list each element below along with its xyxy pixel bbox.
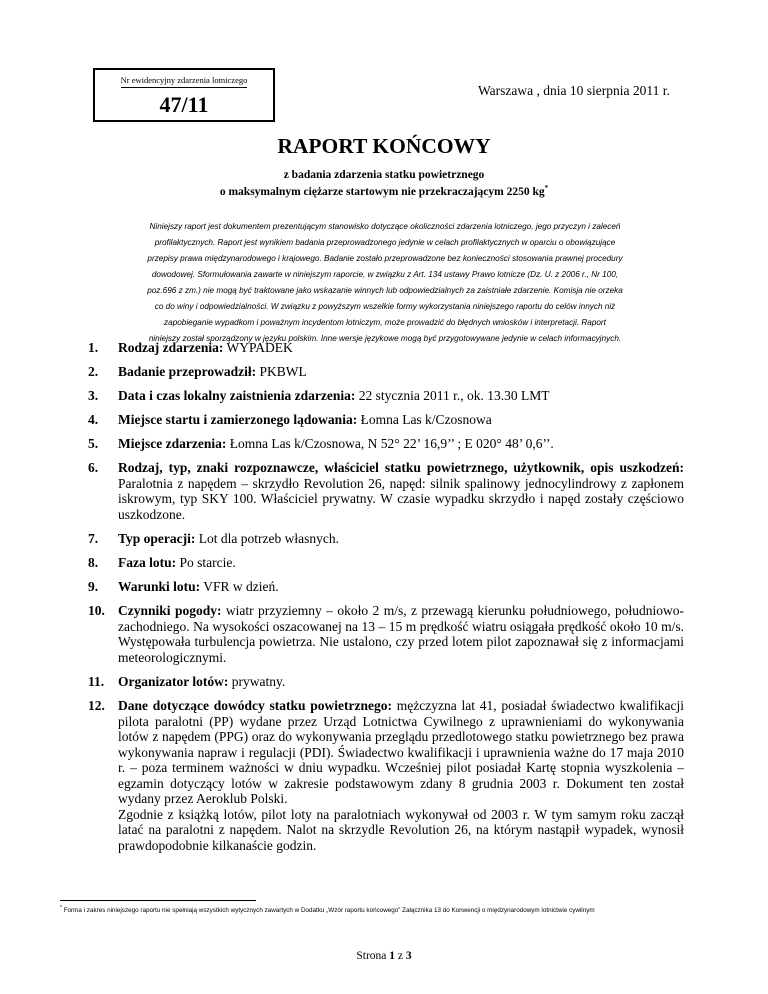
- item-value: wiatr przyziemny – około 2 m/s, z przewagą kierunku południowego, południowo-zachodniego. Na wysokości oszacowanej na 13 – 15 m prędkość wiatru osiągała prędkość około 10 m/s. Występowała turbulencja powietrza. Nie ustalono, czy przed lotem pilot zapoznawał się z informacjami meteorologicznymi.: [118, 603, 684, 665]
- report-items-list: [88, 340, 684, 862]
- report-item: [88, 555, 684, 571]
- page-total: 3: [405, 950, 412, 962]
- report-item: [88, 579, 684, 595]
- item-value: Łomna Las k/Czosnowa: [360, 412, 492, 428]
- item-value-continued: Zgodnie z książką lotów, pilot loty na paralotniach wykonywał od 2003 r. W tym samym roku zaczął latać na paralotni z napędem. Nalot na skrzydle Revolution 26, na którym nastąpił wypadek, wynosił prawdopodobnie kilkanaście godzin.: [118, 806, 684, 853]
- footnote: [60, 905, 740, 914]
- page-word: Strona: [356, 950, 387, 962]
- report-item: [88, 531, 684, 547]
- report-subtitle-line1: z badania zdarzenia statku powietrznego: [283, 169, 485, 181]
- subtitle-line2-text: o maksymalnym ciężarze startowym nie przekraczającym 2250 kg: [219, 185, 545, 198]
- page-of-word: z: [397, 950, 403, 962]
- item-number: 9.: [88, 579, 99, 595]
- item-label: Badanie przeprowadził:: [118, 364, 257, 380]
- item-number: 8.: [88, 555, 99, 571]
- item-label: Faza lotu:: [118, 555, 177, 571]
- report-item: [88, 460, 684, 522]
- report-item: [88, 698, 684, 853]
- item-value: Po starcie.: [179, 555, 236, 571]
- report-item: [88, 603, 684, 665]
- item-value: Lot dla potrzeb własnych.: [198, 531, 339, 547]
- page-current: 1: [389, 950, 396, 962]
- item-number: 11.: [88, 673, 105, 689]
- evidence-number: 47/11: [159, 92, 209, 117]
- disclaimer-line: profilaktycznych. Raport jest wynikiem badania przeprowadzonego jedynie w celach profilaktycznych w oparciu o obowiązujące: [154, 238, 616, 247]
- item-body: [118, 555, 684, 571]
- report-item: [88, 674, 684, 690]
- disclaimer-line: zapobieganie wypadkom i poważnym incydentom lotniczym, może prowadzić do błędnych wniosków i interpretacji. Raport: [164, 318, 606, 327]
- item-body: [118, 388, 684, 404]
- report-item: [88, 412, 684, 428]
- item-body: [118, 531, 684, 547]
- footnote-mark: *: [60, 905, 62, 911]
- item-label: Rodzaj, typ, znaki rozpoznawcze, właściciel statku powietrznego, użytkownik, opis uszkodzeń:: [118, 460, 684, 476]
- disclaimer-line: przepisy prawa międzynarodowego i krajowego. Badanie zostało przeprowadzone bez konieczności stosowania prawnej procedury: [147, 254, 623, 263]
- evidence-label: Nr ewidencyjny zdarzenia lotniczego: [121, 75, 248, 88]
- item-body: [118, 340, 684, 356]
- item-body: [118, 412, 684, 428]
- item-value: Paralotnia z napędem – skrzydło Revolution 26, napęd: silnik spalinowy jednocylindrowy z zapłonem iskrowym, typ SKY 100. Właściciel prywatny. W czasie wypadku skrzydło i napęd zostały częściowo uszkodzone.: [118, 475, 684, 522]
- item-value: 22 stycznia 2011 r., ok. 13.30 LMT: [358, 388, 550, 404]
- item-number: 1.: [88, 340, 99, 355]
- item-value: VFR w dzień.: [203, 579, 279, 595]
- disclaimer-line: Niniejszy raport jest dokumentem prezentującym stanowisko dotyczące okoliczności zdarzenia lotniczego, jego przyczyn i zaleceń: [149, 222, 621, 231]
- item-label: Data i czas lokalny zaistnienia zdarzenia:: [118, 388, 356, 404]
- disclaimer-line: co do winy i odpowiedzialności. W związku z powyższym wszelkie formy wykorzystania niniejszego raportu do celów innych niż: [154, 302, 616, 311]
- disclaimer-line: dowodowej. Sformułowania zawarte w niniejszym raporcie, w związku z Art. 134 ustawy Prawo lotnicze (Dz. U. z 2006 r., Nr 100,: [151, 270, 619, 279]
- item-number: 4.: [88, 412, 99, 428]
- disclaimer-line: poz.696 z zm.) nie mogą być traktowane jako wskazanie winnych lub odpowiedzialnych za zaistniałe zdarzenie. Komisja nie orzeka: [147, 286, 623, 295]
- page-number: [0, 950, 768, 962]
- item-label: Dane dotyczące dowódcy statku powietrznego:: [118, 698, 392, 714]
- item-value: Łomna Las k/Czosnowa, N 52° 22’ 16,9’’ ; E 020° 48’ 0,6’’.: [229, 436, 554, 452]
- report-item: [88, 364, 684, 380]
- report-subtitle-line2: [0, 184, 768, 198]
- item-body: [118, 603, 684, 665]
- item-label: Warunki lotu:: [118, 579, 201, 595]
- item-number: 7.: [88, 531, 99, 547]
- item-number: 3.: [88, 388, 99, 404]
- item-value: WYPADEK: [226, 340, 293, 355]
- item-body: [118, 674, 684, 690]
- item-label: Czynniki pogody:: [118, 603, 222, 619]
- footnote-marker: *: [544, 184, 549, 192]
- item-number: 10.: [88, 603, 105, 619]
- item-body: [118, 579, 684, 595]
- item-label: Miejsce zdarzenia:: [118, 436, 227, 452]
- item-number: 12.: [88, 698, 105, 714]
- item-value: PKBWL: [259, 364, 307, 380]
- footnote-divider: [60, 900, 256, 901]
- item-label: Organizator lotów:: [118, 673, 229, 689]
- item-number: 6.: [88, 460, 99, 476]
- footnote-text: Forma i zakres niniejszego raportu nie spełniają wszystkich wytycznych zawartych w Dodatku „Wzór raportu końcowego” Załącznika 13 do Konwencji o międzynarodowym lotnictwie cywilnym: [63, 907, 595, 915]
- item-label: Rodzaj zdarzenia:: [118, 340, 224, 355]
- item-body: [118, 698, 684, 853]
- item-label: Miejsce startu i zamierzonego lądowania:: [118, 412, 358, 428]
- item-value: mężczyzna lat 41, posiadał świadectwo kwalifikacji pilota paralotni (PP) wydane przez Urząd Lotnictwa Cywilnego z uprawnieniami do wykonywania lotów z napędem (PPG) oraz do wykonywania przeglądu przedlotowego statku powietrznego bez prawa wykonywania napraw i regulacji (PDI). Świadectwo kwalifikacji i uprawnienia ważne do 17 maja 2010 r. – poza terminem ważności w dniu wypadku. Wcześniej pilot posiadał Kartę stopnia wyszkolenia – egzamin dotyczący lotów w zakresie podstawowym zdany 8 grudnia 2003 r. Dokument ten został wydany przez Aeroklub Polski.: [118, 698, 685, 807]
- place-and-date: Warszawa , dnia 10 sierpnia 2011 r.: [478, 83, 670, 98]
- item-number: 2.: [88, 364, 99, 380]
- report-title: RAPORT KOŃCOWY: [277, 134, 491, 158]
- item-label: Typ operacji:: [118, 531, 196, 547]
- item-body: [118, 460, 684, 522]
- report-item: [88, 388, 684, 404]
- item-body: [118, 364, 684, 380]
- report-item: [88, 436, 684, 452]
- evidence-number-box: [93, 68, 275, 122]
- report-item: [88, 340, 684, 356]
- item-number: 5.: [88, 436, 99, 452]
- disclaimer: [128, 219, 642, 347]
- disclaimer-line: niniejszy został sporządzony w języku polskim. Inne wersje językowe mogą być przygotowywane jedynie w celach informacyjnych.: [148, 334, 622, 343]
- item-value: prywatny.: [231, 673, 286, 689]
- item-body: [118, 436, 684, 452]
